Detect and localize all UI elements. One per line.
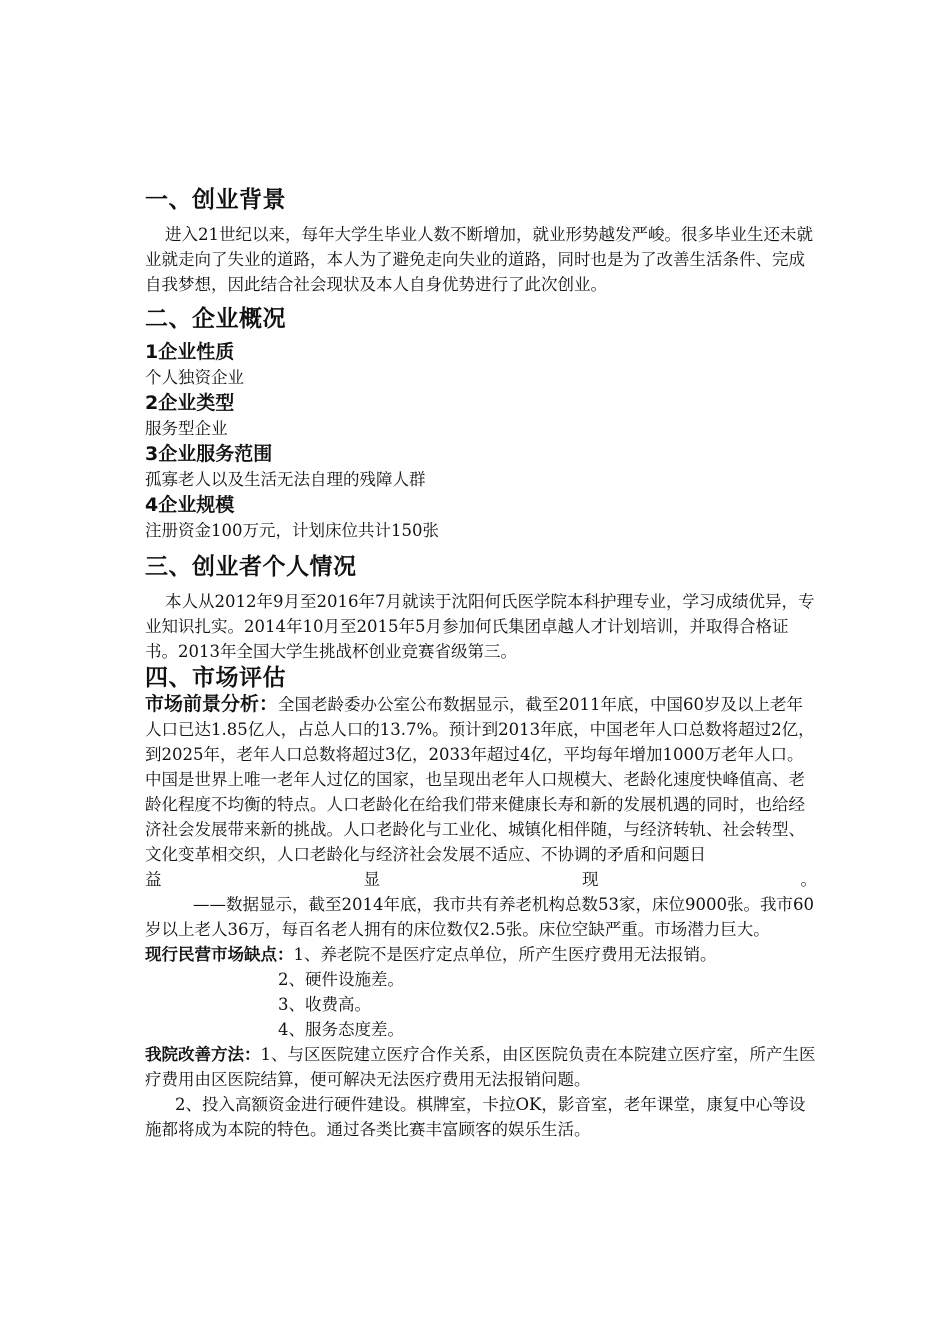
local-data-paragraph: ——数据显示，截至2014年底，我市共有养老机构总数53家，床位9000张。我市60岁以上老人36万，每百名老人拥有的床位数仅2.5张。床位空缺严重。市场潜力巨大。 (145, 895, 814, 939)
section-title-overview: 二、企业概况 (145, 306, 286, 332)
improvement-label: 我院改善方法： (145, 1045, 261, 1064)
founder-paragraph: 本人从2012年9月至2016年7月就读于沈阳何氏医学院本科护理专业，学习成绩优异，专业知识扎实。2014年10月至2015年5月参加何氏集团卓越人才计划培训，并取得合格证书。2013年全国大学生挑战杯创业竞赛省级第三。 (145, 592, 815, 661)
market-prospect-paragraph (145, 692, 817, 867)
background-paragraph: 进入21世纪以来，每年大学生毕业人数不断增加，就业形势越发严峻。很多毕业生还未就业就走向了失业的道路，本人为了避免走向失业的道路，同时也是为了改善生活条件、完成自我梦想，因此结合社会现状及本人自身优势进行了此次创业。 (145, 225, 813, 294)
overview-item-heading: 3企业服务范围 (145, 443, 273, 465)
market-prospect-line-end (145, 867, 817, 892)
shortcomings-line-1 (145, 942, 817, 967)
shortcomings-label: 现行民营市场缺点： (145, 945, 294, 964)
improvement-item: 1、与区医院建立医疗合作关系，由区医院负责在本院建立医疗室，所产生医疗费用由区医院结算，便可解决无法医疗费用无法报销问题。 (145, 1045, 816, 1089)
overview-item-heading: 4企业规模 (145, 494, 235, 516)
shortcoming-item: 2、硬件设施差。 (278, 970, 404, 989)
improvement-paragraph-2: 2、投入高额资金进行硬件建设。棋牌室，卡拉OK，影音室，老年课堂，康复中心等设施都将成为本院的特色。通过各类比赛丰富顾客的娱乐生活。 (145, 1095, 806, 1139)
overview-item-value: 服务型企业 (145, 419, 228, 438)
spread-char: 显 (363, 870, 479, 889)
section-title-founder: 三、创业者个人情况 (145, 554, 357, 580)
section-title-market: 四、市场评估 (145, 665, 286, 691)
shortcoming-item: 1、养老院不是医疗定点单位，所产生医疗费用无法报销。 (293, 945, 717, 964)
overview-item-heading: 1企业性质 (145, 341, 235, 363)
overview-item-value: 个人独资企业 (145, 368, 244, 387)
market-prospect-text: 全国老龄委办公室公布数据显示，截至2011年底，中国60岁及以上老年人口已达1.85亿人，占总人口的13.7%。预计到2013年底，中国老年人口总数将超过2亿，到2025年，老年人口总数将超过3亿，2033年超过4亿，平均每年增加1000万老年人口。中国是世界上唯一老年人过亿的国家，也呈现出老年人口规模大、老龄化速度快峰值高、老龄化程度不均衡的特点。人口老龄化在给我们带来健康长寿和新的发展机遇的同时，也给经济社会发展带来新的挑战。人口老龄化与工业化、城镇化相伴随，与经济转轨、社会转型、文化变革相交织，人口老龄化与经济社会发展不适应、不协调的矛盾和问题日 (145, 695, 815, 864)
market-prospect-label: 市场前景分析： (145, 693, 279, 715)
shortcoming-item: 3、收费高。 (278, 995, 371, 1014)
improvement-paragraph-1 (145, 1042, 817, 1092)
spread-char: 现 (582, 870, 697, 889)
overview-item-value: 注册资金100万元，计划床位共计150张 (145, 521, 439, 540)
section-title-background: 一、创业背景 (145, 187, 286, 213)
spread-char: 。 (800, 870, 817, 889)
shortcoming-item: 4、服务态度差。 (278, 1020, 404, 1039)
overview-items (145, 339, 817, 543)
document-page (145, 184, 817, 1142)
spread-char: 益 (145, 870, 260, 889)
overview-item-value: 孤寡老人以及生活无法自理的残障人群 (145, 470, 426, 489)
overview-item-heading: 2企业类型 (145, 392, 235, 414)
